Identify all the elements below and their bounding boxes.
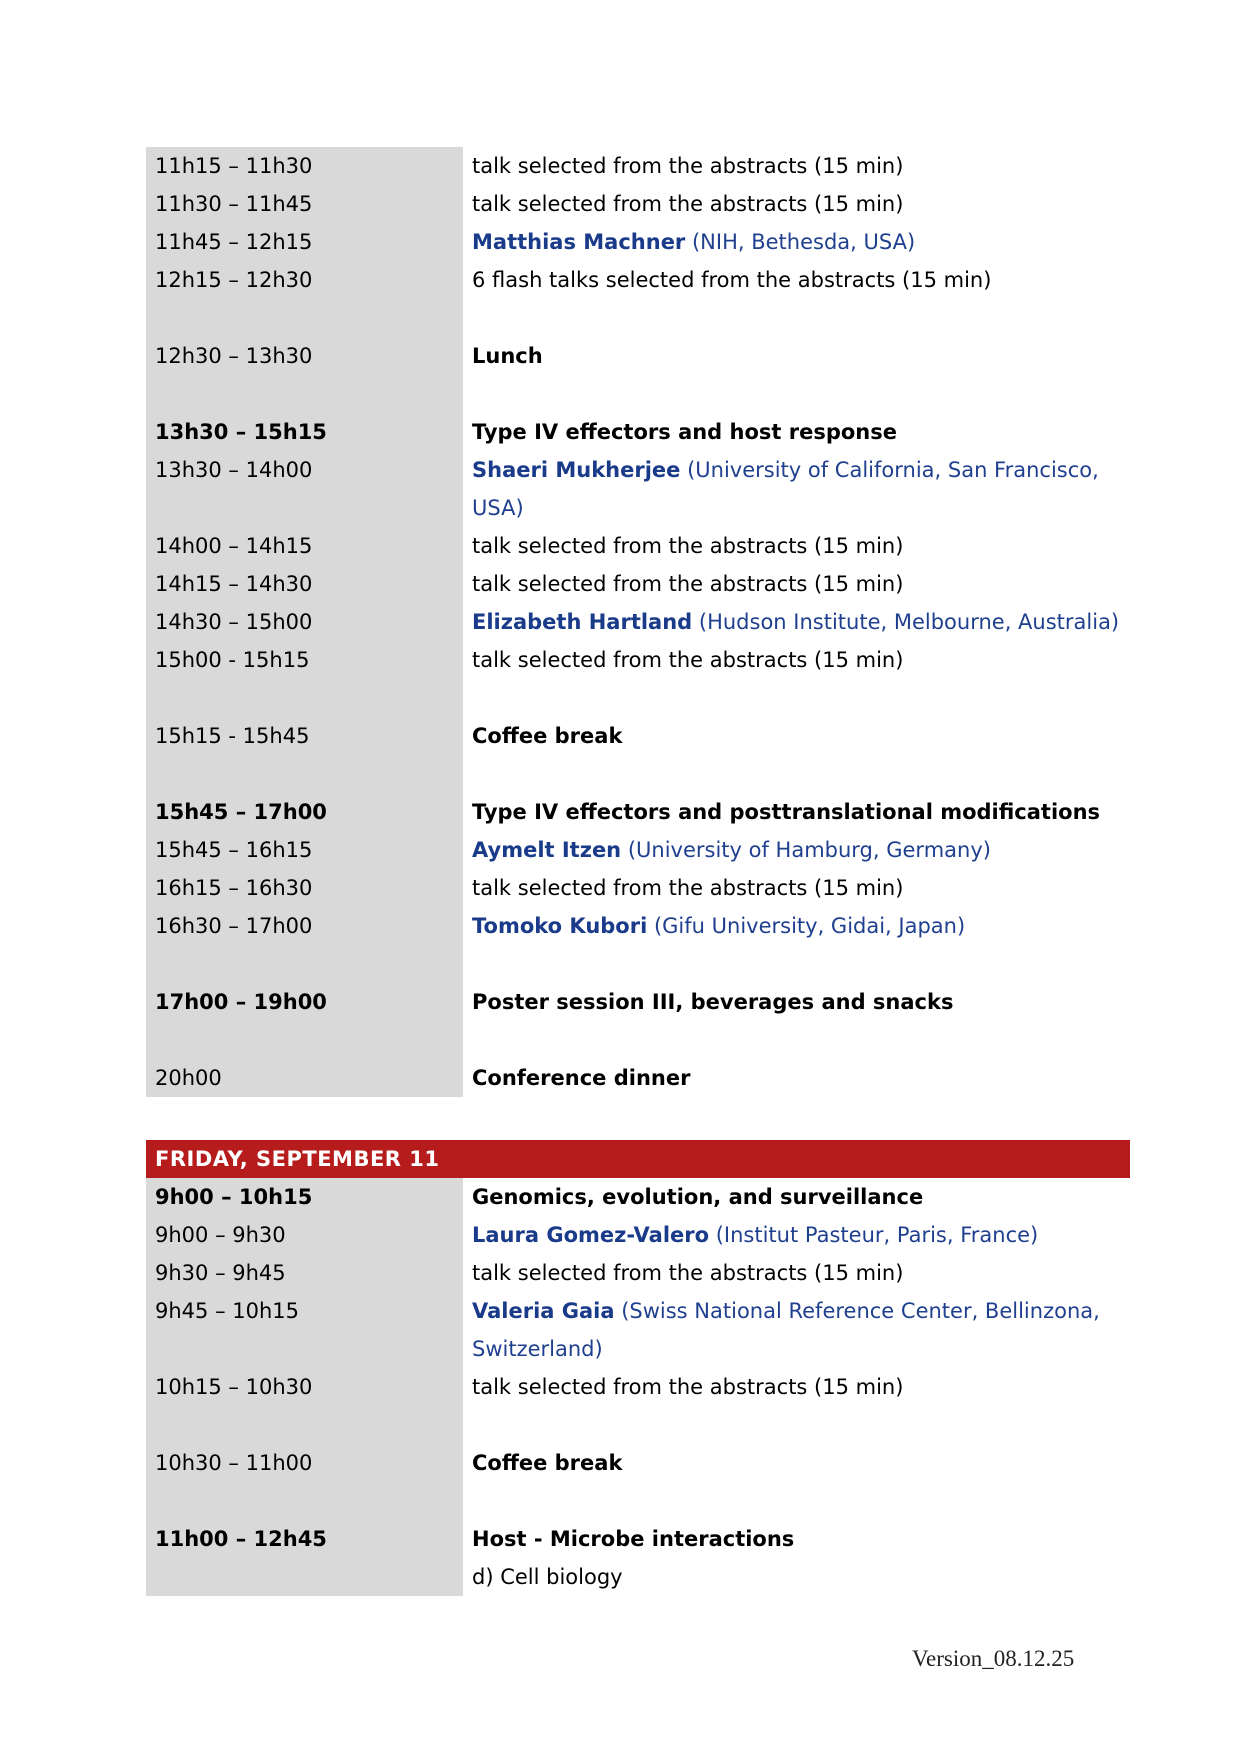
description-cell <box>463 679 1130 717</box>
time-cell: 13h30 – 15h15 <box>146 413 463 451</box>
description-cell: Poster session III, beverages and snacks <box>472 990 954 1014</box>
schedule-block-friday <box>146 1140 1130 1596</box>
time-cell: 12h30 – 13h30 <box>146 337 463 375</box>
description-cell: Type IV effectors and host response <box>472 420 898 444</box>
description-cell: talk selected from the abstracts (15 min) <box>472 572 904 596</box>
time-cell: 11h45 – 12h15 <box>146 223 463 261</box>
time-cell: 14h00 – 14h15 <box>146 527 463 565</box>
time-cell <box>146 679 463 717</box>
spacer-row <box>146 755 1130 793</box>
description-cell <box>463 831 1130 869</box>
version-footer: Version_08.12.25 <box>912 1646 1075 1671</box>
spacer-row <box>146 1406 1130 1444</box>
schedule-row <box>146 831 1130 869</box>
schedule-row <box>146 147 1130 185</box>
schedule-row <box>146 185 1130 223</box>
spacer-row <box>146 679 1130 717</box>
time-cell: 20h00 <box>146 1059 463 1097</box>
spacer-row <box>146 1482 1130 1520</box>
description-cell <box>463 603 1130 641</box>
speaker-name: Laura Gomez-Valero <box>472 1223 710 1247</box>
schedule-block-thursday-afternoon <box>146 147 1130 1097</box>
time-cell <box>146 299 463 337</box>
spacer-row <box>146 375 1130 413</box>
time-cell: 11h15 – 11h30 <box>146 147 463 185</box>
time-cell: 16h15 – 16h30 <box>146 869 463 907</box>
description-cell <box>463 299 1130 337</box>
spacer-row <box>146 945 1130 983</box>
description-cell <box>463 1021 1130 1059</box>
time-cell: 13h30 – 14h00 <box>146 451 463 527</box>
description-cell: talk selected from the abstracts (15 min) <box>472 192 904 216</box>
schedule-row <box>146 1059 1130 1097</box>
time-cell: 16h30 – 17h00 <box>146 907 463 945</box>
schedule-row <box>146 1368 1130 1406</box>
schedule-row <box>146 1292 1130 1368</box>
schedule-row <box>146 1558 1130 1596</box>
description-cell: talk selected from the abstracts (15 min) <box>472 534 904 558</box>
time-cell <box>146 1406 463 1444</box>
speaker-name: Shaeri Mukherjee <box>472 458 681 482</box>
schedule-row <box>146 907 1130 945</box>
description-cell <box>463 755 1130 793</box>
description-cell: Type IV effectors and posttranslational modifications <box>472 800 1101 824</box>
description-cell <box>463 451 1130 527</box>
schedule-row <box>146 1178 1130 1216</box>
description-cell <box>463 223 1130 261</box>
description-cell: Lunch <box>472 344 543 368</box>
speaker-affiliation: (Gifu University, Gidai, Japan) <box>647 914 966 938</box>
schedule-row <box>146 793 1130 831</box>
time-cell <box>146 1482 463 1520</box>
schedule-row <box>146 1520 1130 1558</box>
description-cell <box>463 1406 1130 1444</box>
time-cell: 15h45 – 16h15 <box>146 831 463 869</box>
speaker-affiliation: (University of Hamburg, Germany) <box>621 838 991 862</box>
speaker-affiliation: (Institut Pasteur, Paris, France) <box>709 1223 1039 1247</box>
time-cell <box>146 375 463 413</box>
description-cell <box>463 1216 1130 1254</box>
description-cell: talk selected from the abstracts (15 min) <box>472 648 904 672</box>
schedule-row <box>146 1444 1130 1482</box>
time-cell: 9h00 – 9h30 <box>146 1216 463 1254</box>
description-cell: talk selected from the abstracts (15 min) <box>472 154 904 178</box>
time-cell <box>146 755 463 793</box>
speaker-name: Elizabeth Hartland <box>472 610 693 634</box>
schedule-row <box>146 641 1130 679</box>
schedule-row <box>146 869 1130 907</box>
description-cell <box>463 375 1130 413</box>
schedule-row <box>146 337 1130 375</box>
schedule-row <box>146 527 1130 565</box>
description-cell: Coffee break <box>472 1451 623 1475</box>
schedule-row <box>146 1254 1130 1292</box>
speaker-affiliation: (Hudson Institute, Melbourne, Australia) <box>692 610 1120 634</box>
speaker-name: Matthias Machner <box>472 230 686 254</box>
speaker-name: Tomoko Kubori <box>472 914 648 938</box>
time-cell: 10h30 – 11h00 <box>146 1444 463 1482</box>
description-cell: Host - Microbe interactions <box>472 1527 795 1551</box>
time-cell: 15h15 - 15h45 <box>146 717 463 755</box>
time-cell: 9h45 – 10h15 <box>146 1292 463 1368</box>
time-cell: 11h30 – 11h45 <box>146 185 463 223</box>
description-cell: 6 flash talks selected from the abstracts (15 min) <box>472 268 992 292</box>
schedule-row <box>146 565 1130 603</box>
description-cell: Conference dinner <box>472 1066 691 1090</box>
spacer-row <box>146 1021 1130 1059</box>
time-cell: 9h30 – 9h45 <box>146 1254 463 1292</box>
time-cell <box>146 945 463 983</box>
schedule-row <box>146 603 1130 641</box>
speaker-affiliation: (NIH, Bethesda, USA) <box>685 230 916 254</box>
description-cell <box>463 945 1130 983</box>
description-cell <box>463 907 1130 945</box>
schedule-row <box>146 1216 1130 1254</box>
speaker-affiliation: (University of California, San Francisco, USA) <box>472 458 1099 520</box>
schedule-row <box>146 413 1130 451</box>
description-cell: Coffee break <box>472 724 623 748</box>
time-cell: 10h15 – 10h30 <box>146 1368 463 1406</box>
description-cell: talk selected from the abstracts (15 min) <box>472 876 904 900</box>
description-cell: Genomics, evolution, and surveillance <box>472 1185 924 1209</box>
time-cell <box>146 1021 463 1059</box>
time-cell: 15h00 - 15h15 <box>146 641 463 679</box>
schedule-row <box>146 261 1130 299</box>
description-cell <box>463 1292 1130 1368</box>
description-cell: talk selected from the abstracts (15 min) <box>472 1261 904 1285</box>
speaker-name: Valeria Gaia <box>472 1299 615 1323</box>
schedule-row <box>146 451 1130 527</box>
time-cell: 11h00 – 12h45 <box>146 1520 463 1558</box>
time-cell: 17h00 – 19h00 <box>146 983 463 1021</box>
time-cell: 14h30 – 15h00 <box>146 603 463 641</box>
description-cell: d) Cell biology <box>472 1565 623 1589</box>
day-header-friday: FRIDAY, SEPTEMBER 11 <box>146 1140 1130 1178</box>
time-cell: 9h00 – 10h15 <box>146 1178 463 1216</box>
time-cell: 14h15 – 14h30 <box>146 565 463 603</box>
time-cell: 15h45 – 17h00 <box>146 793 463 831</box>
schedule-row <box>146 223 1130 261</box>
time-cell <box>146 1558 463 1596</box>
schedule-row <box>146 983 1130 1021</box>
description-cell: talk selected from the abstracts (15 min) <box>472 1375 904 1399</box>
description-cell <box>463 1482 1130 1520</box>
speaker-name: Aymelt Itzen <box>472 838 622 862</box>
spacer-row <box>146 299 1130 337</box>
speaker-affiliation: (Swiss National Reference Center, Bellinzona, Switzerland) <box>472 1299 1100 1361</box>
time-cell: 12h15 – 12h30 <box>146 261 463 299</box>
schedule-row <box>146 717 1130 755</box>
